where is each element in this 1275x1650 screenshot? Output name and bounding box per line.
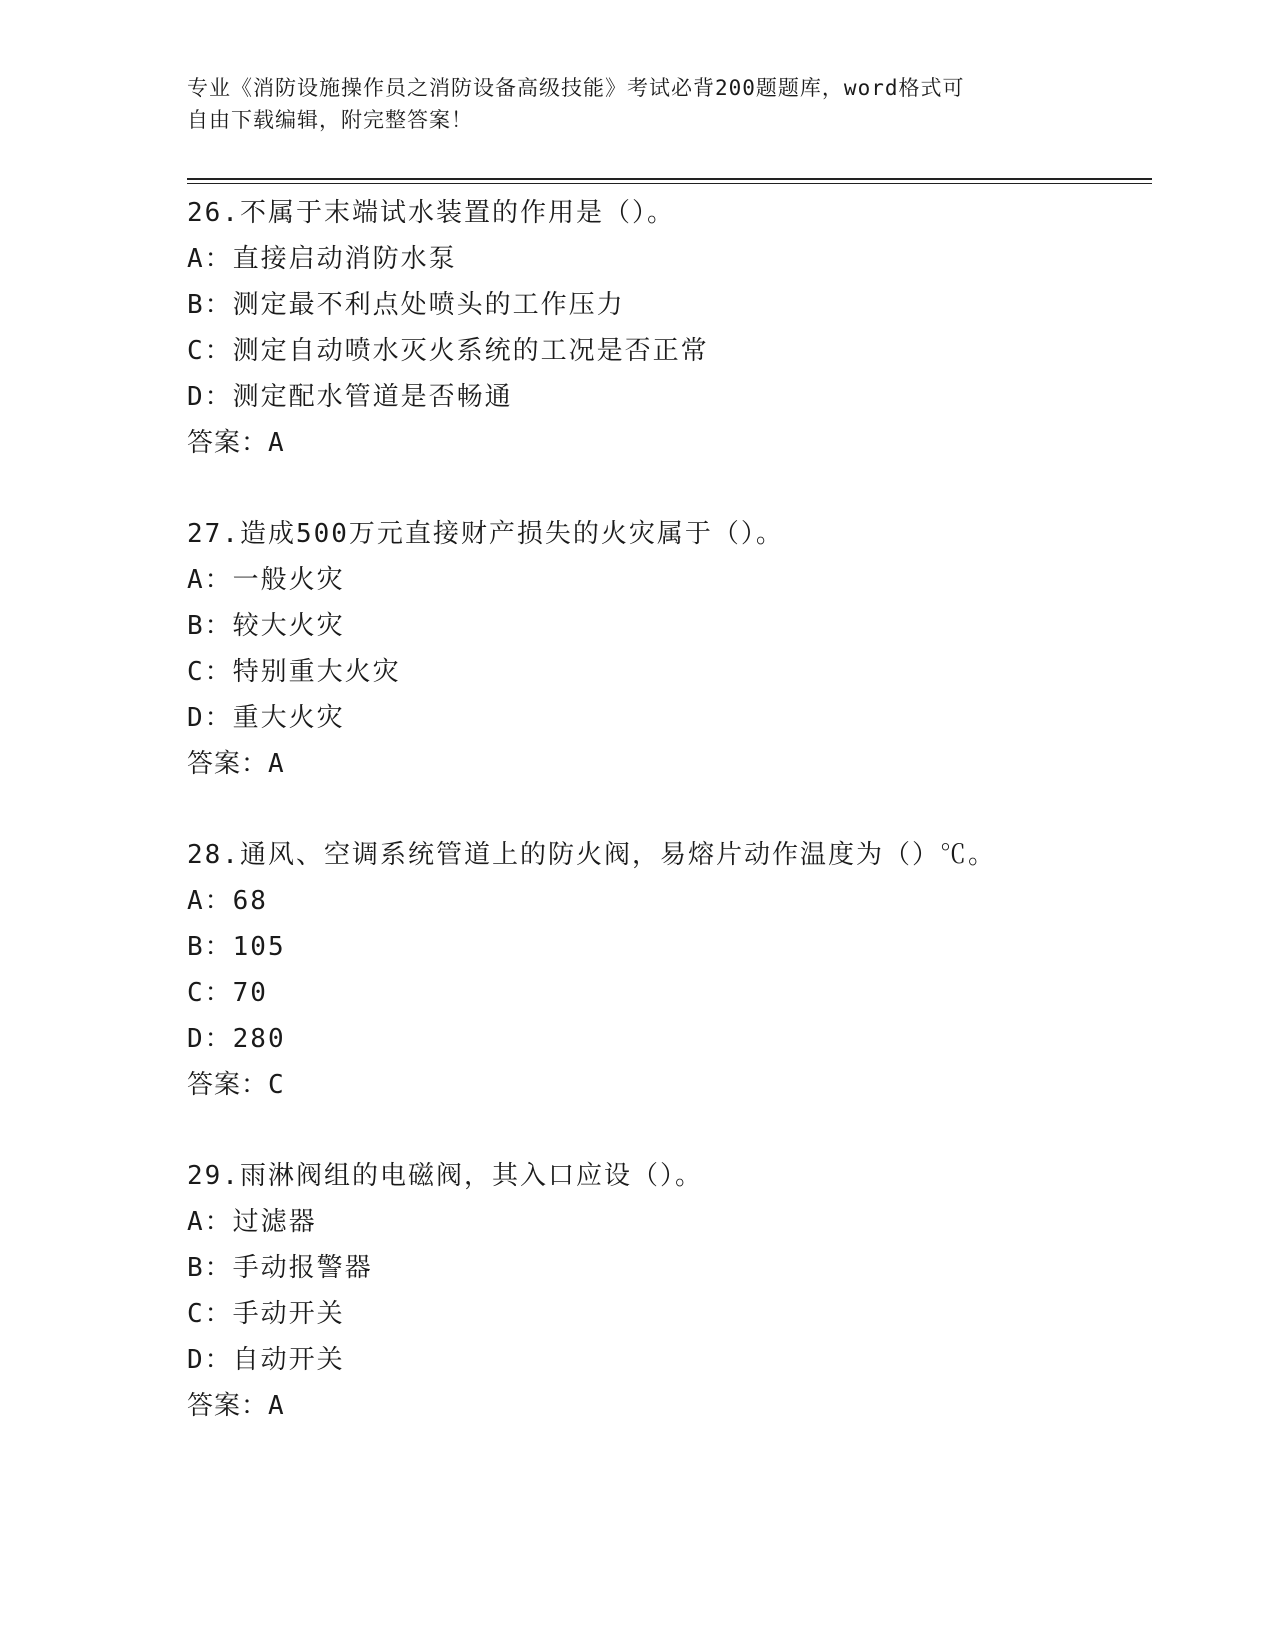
answer-line [187,420,1147,466]
option-c: C：手动开关 [187,1299,345,1329]
answer-label: 答案： [187,1070,269,1100]
question-item [187,1153,1147,1429]
option-c: C：测定自动喷水灭火系统的工况是否正常 [187,336,709,366]
answer-value: C [268,1070,285,1100]
header-divider-thick [187,178,1152,180]
option-d: D：重大火灾 [187,703,345,733]
answer-line [187,1062,1147,1108]
answer-label: 答案： [187,749,269,779]
answer-value: A [268,428,285,458]
question-stem: 27.造成500万元直接财产损失的火灾属于（）。 [187,519,784,549]
option-b: B：105 [187,932,286,962]
answer-value: A [268,1391,285,1421]
answer-line [187,1383,1147,1429]
question-list [187,190,1147,1474]
option-c: C：70 [187,978,268,1008]
header-line-1: 专业《消防设施操作员之消防设备高级技能》考试必背200题题库，word格式可 [187,76,965,100]
answer-label: 答案： [187,428,269,458]
header-line-2: 自由下载编辑，附完整答案！ [187,108,473,132]
option-d: D：280 [187,1024,286,1054]
question-stem: 26.不属于末端试水装置的作用是（）。 [187,198,675,228]
question-item [187,190,1147,466]
header-divider-thin [187,183,1152,184]
question-stem: 28.通风、空调系统管道上的防火阀，易熔片动作温度为（）℃。 [187,840,996,870]
option-d: D：自动开关 [187,1345,345,1375]
option-a: A：68 [187,886,268,916]
answer-label: 答案： [187,1391,269,1421]
option-c: C：特别重大火灾 [187,657,401,687]
answer-line [187,741,1147,787]
option-b: B：测定最不利点处喷头的工作压力 [187,290,625,320]
option-a: A：直接启动消防水泵 [187,244,457,274]
option-a: A：过滤器 [187,1207,317,1237]
option-d: D：测定配水管道是否畅通 [187,382,513,412]
question-stem: 29.雨淋阀组的电磁阀，其入口应设（）。 [187,1161,703,1191]
answer-value: A [268,749,285,779]
option-b: B：手动报警器 [187,1253,373,1283]
option-b: B：较大火灾 [187,611,345,641]
question-item [187,832,1147,1108]
question-item [187,511,1147,787]
document-header [187,72,1087,136]
option-a: A：一般火灾 [187,565,345,595]
